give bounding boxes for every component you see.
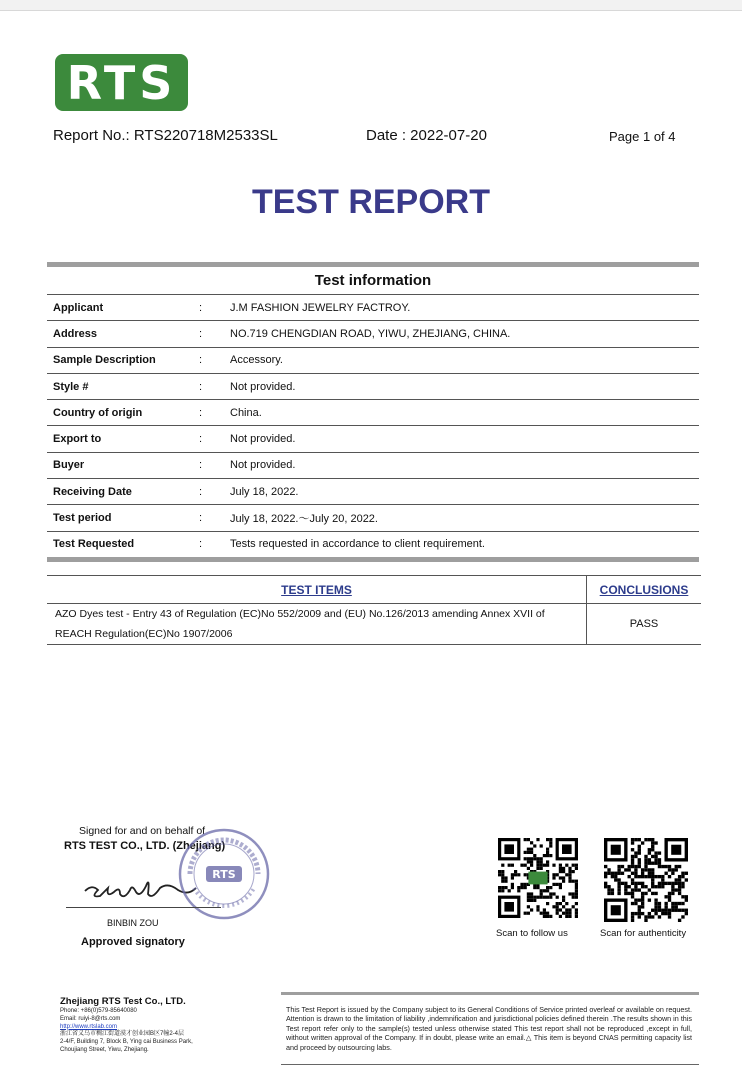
report-page [0, 10, 742, 1072]
info-label: Buyer [53, 459, 85, 472]
rts-logo [55, 54, 188, 111]
info-separator: : [199, 327, 203, 340]
footer-bottom-line [281, 1064, 699, 1065]
authenticity-qr-label: Scan for authenticity [600, 928, 687, 939]
info-label: Sample Description [53, 354, 156, 367]
table-row [47, 399, 699, 425]
divider-bar [47, 262, 699, 267]
info-label: Style # [53, 380, 89, 393]
table-row [47, 425, 699, 451]
report-date: Date : 2022-07-20 [366, 127, 487, 144]
info-separator: : [199, 354, 203, 367]
report-number: Report No.: RTS220718M2533SL [53, 127, 278, 144]
info-label: Export to [53, 433, 102, 446]
conclusions-column-header: CONCLUSIONS [599, 583, 689, 597]
page-title: TEST REPORT [251, 183, 491, 221]
follow-qr-code[interactable] [498, 838, 578, 918]
info-separator: : [199, 433, 203, 446]
info-separator: : [199, 512, 203, 525]
table-row [47, 531, 699, 557]
info-value: July 18, 2022. [230, 485, 299, 498]
info-separator: : [199, 301, 203, 314]
follow-qr-label: Scan to follow us [496, 928, 568, 939]
signed-behalf-text: Signed for and on behalf of [79, 825, 206, 837]
footer-address-line: Choujiang Street, Yiwu, Zhejiang. [60, 1046, 149, 1053]
info-value: Accessory. [230, 354, 283, 367]
signing-company: RTS TEST CO., LTD. (Zhejiang) [64, 840, 226, 852]
footer-company: Zhejiang RTS Test Co., LTD. [60, 996, 186, 1007]
table-row [47, 320, 699, 346]
info-label: Test period [53, 512, 112, 525]
divider-bar [47, 557, 699, 562]
footer-disclaimer: This Test Report is issued by the Company subject to its General Conditions of Service printed overleaf or available on request. Attention is drawn to the limitation of liability ,indemnification and jurisdictional policies defined therein .The results shown in this Test report refer only to the sample(s) tested unless otherwise stated This test report shall not be reproduced ,except in full, without written approval of the Company. If in doubt, please write an email.△ This item is beyond CNAS permitting capacity list and proceed by outsourcing labs. [286, 1005, 692, 1052]
page-indicator: Page 1 of 4 [609, 129, 676, 144]
signature-line [66, 907, 221, 908]
test-info-table [47, 294, 699, 558]
signatory-name: BINBIN ZOU [107, 918, 159, 928]
info-label: Receiving Date [53, 485, 132, 498]
info-separator: : [199, 485, 203, 498]
info-value: NO.719 CHENGDIAN ROAD, YIWU, ZHEJIANG, CHINA. [230, 327, 511, 340]
authenticity-qr-code[interactable] [604, 838, 688, 922]
info-value: Not provided. [230, 433, 296, 446]
info-label: Country of origin [53, 406, 143, 419]
table-row [47, 347, 699, 373]
test-info-heading: Test information [314, 272, 432, 289]
test-item-line: REACH Regulation(EC)No 1907/2006 [55, 628, 233, 640]
info-separator: : [199, 538, 203, 551]
test-item-description [47, 604, 587, 644]
info-separator: : [199, 459, 203, 472]
table-row [47, 604, 701, 644]
info-separator: : [199, 406, 203, 419]
footer-email[interactable]: Email: ruiyi-8@rts.com [60, 1015, 121, 1022]
test-items-column-header: TEST ITEMS [47, 576, 587, 603]
footer-address-cn: 浙江省义乌市稠江街道漠才创业园B区7幢2-4层 [60, 1031, 185, 1038]
table-row [47, 452, 699, 478]
info-value: Not provided. [230, 459, 296, 472]
info-label: Test Requested [53, 538, 135, 551]
info-value: July 18, 2022.～July 20, 2022. [230, 513, 378, 526]
footer-phone: Phone: +86(0)579-85640080 [60, 1008, 137, 1014]
info-label: Applicant [53, 301, 104, 314]
info-label: Address [53, 327, 98, 340]
table-row [47, 504, 699, 530]
info-value: China. [230, 406, 262, 419]
footer-website-link[interactable]: http://www.rtslab.com [60, 1023, 118, 1030]
test-item-line: AZO Dyes test - Entry 43 of Regulation (EC)No 552/2009 and (EU) No.126/2013 amending Annex XVII of [55, 608, 545, 620]
conclusion-value: PASS [629, 618, 659, 630]
info-value: J.M FASHION JEWELRY FACTROY. [230, 301, 411, 314]
test-items-header [47, 576, 701, 604]
footer-contact [60, 1008, 193, 1055]
footer-divider [281, 992, 699, 995]
info-separator: : [199, 380, 203, 393]
table-row [47, 373, 699, 399]
signatory-role: Approved signatory [81, 936, 185, 948]
table-row [47, 478, 699, 504]
info-value: Not provided. [230, 380, 296, 393]
info-value: Tests requested in accordance to client requirement. [230, 538, 485, 551]
logo-text: RTS [66, 55, 177, 110]
stamp-text: RTS [212, 868, 236, 881]
table-row [47, 294, 699, 320]
test-items-table [47, 575, 701, 645]
footer-address-line: 2-4/F, Building 7, Block B, Ying cai Business Park, [60, 1039, 193, 1046]
